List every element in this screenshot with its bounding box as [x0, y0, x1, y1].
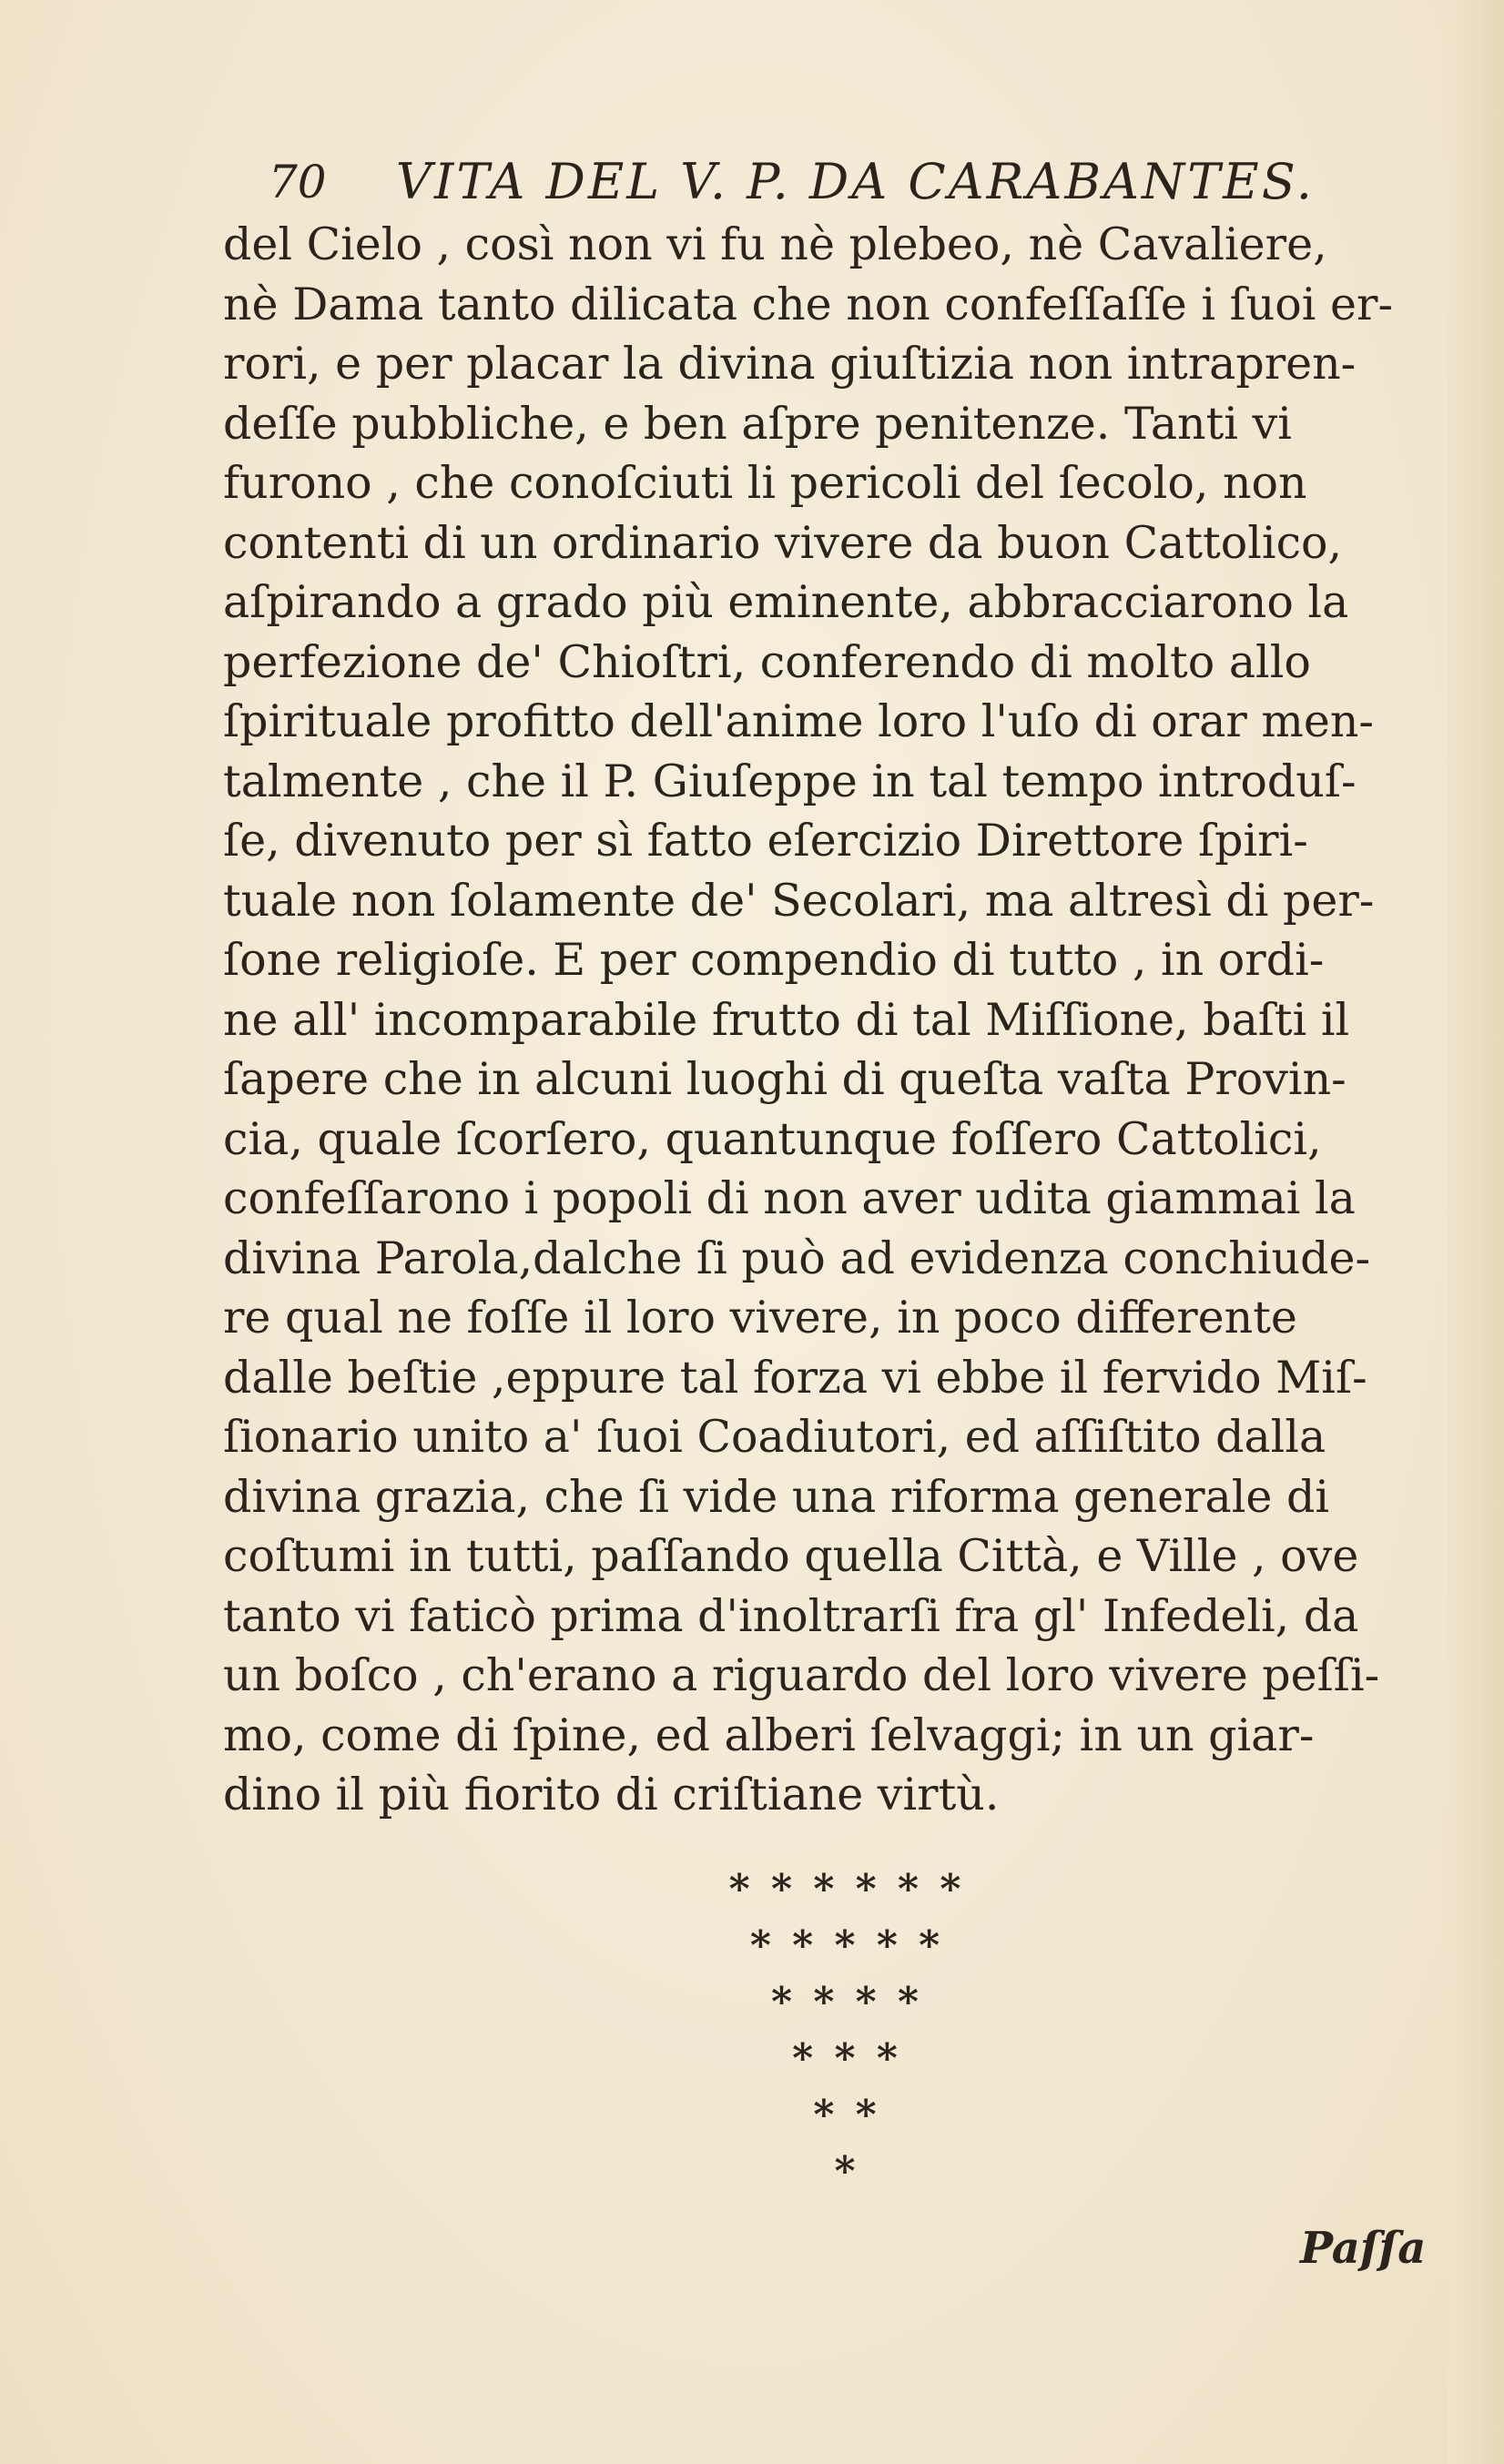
body-text: [223, 215, 1498, 1825]
text-line: un boſco , ch'erano a riguardo del loro vivere peſſi-: [223, 1649, 1380, 1701]
text-line: talmente , che il P. Giuſeppe in tal tempo introduſ-: [223, 755, 1357, 807]
text-line: mo, come di ſpine, ed alberi ſelvaggi; in un giar-: [223, 1709, 1315, 1761]
text-line: deſſe pubbliche, e ben aſpre penitenze. Tanti vi: [223, 397, 1292, 450]
text-line: cia, quale ſcorſero, quantunque foſſero Cattolici,: [223, 1112, 1322, 1165]
text-line: tanto vi faticò prima d'inoltrarſi fra gl' Infedeli, da: [223, 1589, 1359, 1642]
text-line: ſpirituale profitto dell'anime loro l'uſo di orar men-: [223, 695, 1374, 747]
text-line: confeſſarono i popoli di non aver udita giammai la: [223, 1172, 1356, 1224]
text-line: coſtumi in tutti, paſſando quella Città, e Ville , ove: [223, 1530, 1359, 1582]
text-line: ne all' incomparabile frutto di tal Miſſione, baſti il: [223, 993, 1350, 1046]
ornament-row: * * *: [792, 2035, 901, 2082]
text-line: contenti di un ordinario vivere da buon Cattolico,: [223, 516, 1343, 569]
text-line: ſionario unito a' ſuoi Coadiutori, ed aſſiſtito dalla: [223, 1411, 1326, 1463]
running-head: VITA DEL V. P. DA CARABANTES.: [396, 153, 1315, 210]
text-line: ſone religioſe. E per compendio di tutto , in ordi-: [223, 934, 1325, 986]
ornament-row: * * * * * *: [728, 1866, 965, 1912]
text-line: ſe, divenuto per sì fatto eſercizio Direttore ſpiri-: [223, 815, 1308, 867]
page-header: [269, 155, 1470, 218]
text-line: ſapere che in alcuni luoghi di queſta vaſta Provin-: [223, 1053, 1346, 1105]
ornament-row: *: [834, 2148, 859, 2195]
text-line: furono , che conoſciuti li pericoli del ſecolo, non: [223, 457, 1307, 509]
text-line: tuale non ſolamente de' Secolari, ma altresì di per-: [223, 874, 1375, 927]
ornament-row: * * * * *: [749, 1922, 944, 1969]
text-line: divina Parola,dalche ſi può ad evidenza conchiude-: [223, 1232, 1371, 1284]
text-line: del Cielo , così non vi fu nè plebeo, nè Cavaliere,: [223, 218, 1327, 270]
text-line: dino il più fiorito di criſtiane virtù.: [223, 1769, 1000, 1820]
asterisk-ornament: [601, 1861, 1092, 2200]
page-number: 70: [269, 156, 327, 208]
catchword: Paſſa: [1300, 2223, 1427, 2274]
ornament-row: * *: [813, 2092, 880, 2138]
text-line: nè Dama tanto dilicata che non confeſſaſſe i ſuoi er-: [223, 278, 1394, 330]
text-line: re qual ne foſſe il loro vivere, in poco differente: [223, 1292, 1297, 1344]
text-line: perfezione de' Chioſtri, conferendo di molto allo: [223, 635, 1311, 688]
text-line: rori, e per placar la divina giuſtizia non intrapren-: [223, 338, 1357, 390]
text-line: dalle beſtie ,eppure tal forza vi ebbe il fervido Miſ-: [223, 1351, 1367, 1404]
text-line: divina grazia, che ſi vide una riforma generale di: [223, 1470, 1329, 1523]
text-line: aſpirando a grado più eminente, abbracciarono la: [223, 576, 1349, 628]
ornament-row: * * * *: [771, 1979, 922, 2025]
